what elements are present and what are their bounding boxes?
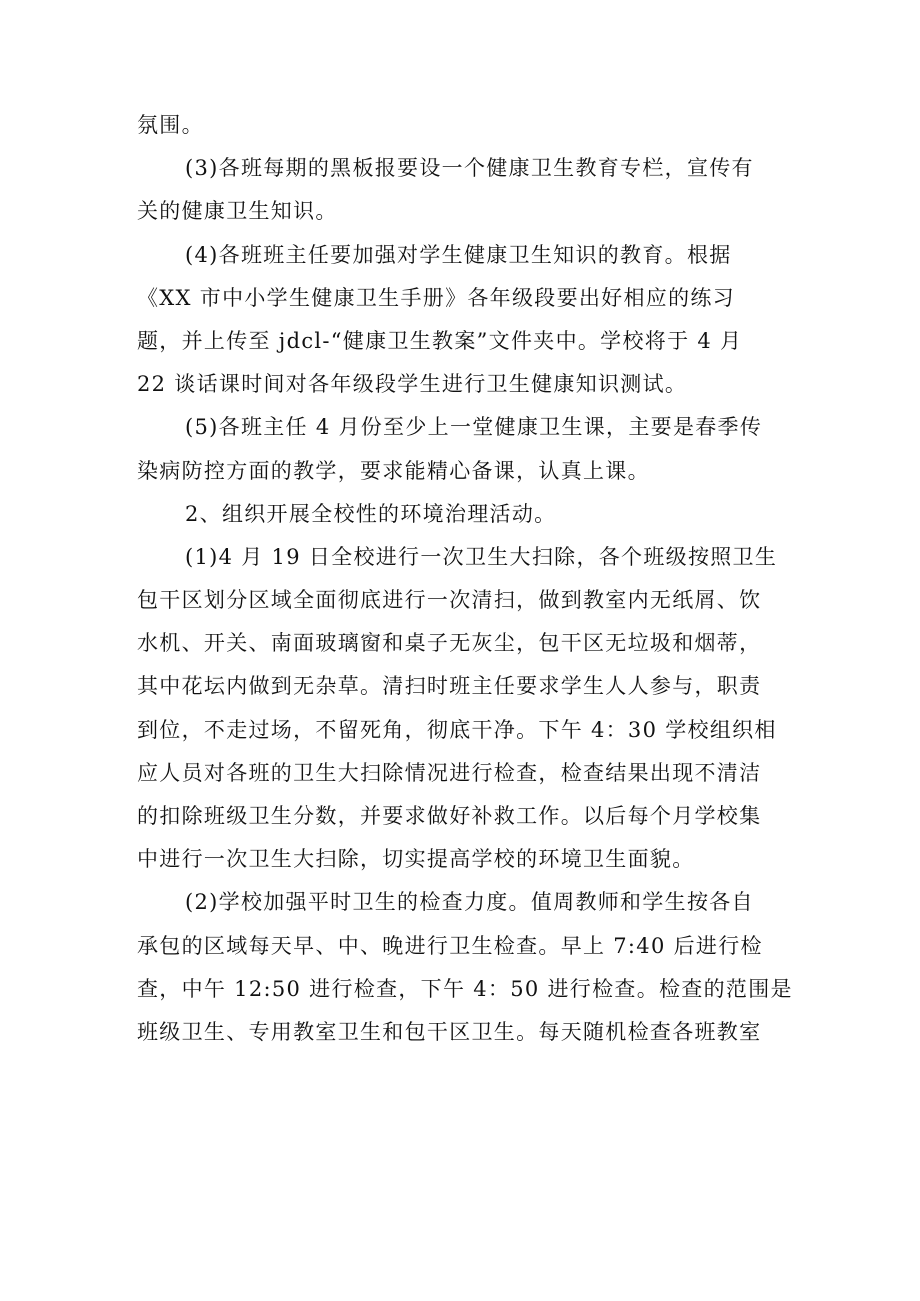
text-line: 染病防控方面的教学，要求能精心备课，认真上课。	[137, 458, 650, 483]
text-line: 包干区划分区域全面彻底进行一次清扫，做到教室内无纸屑、饮	[137, 588, 762, 613]
body-text	[137, 104, 797, 1054]
text-line: 到位，不走过场，不留死角，彻底干净。下午 4：30 学校组织相	[137, 717, 777, 742]
text-line: 的扣除班级卫生分数，并要求做好补救工作。以后每个月学校集	[137, 804, 762, 828]
text-line: 中进行一次卫生大扫除，切实提高学校的环境卫生面貌。	[137, 847, 695, 872]
text-line: (1)4 月 19 日全校进行一次卫生大扫除，各个班级按照卫生	[185, 544, 778, 569]
text-line: 查，中午 12:50 进行检查，下午 4：50 进行检查。检查的范围是	[137, 976, 793, 1001]
text-line: (5)各班主任 4 月份至少上一堂健康卫生课，主要是春季传	[185, 415, 763, 440]
text-line: (2)学校加强平时卫生的检查力度。值周教师和学生按各自	[185, 890, 754, 915]
text-line: 水机、开关、南面玻璃窗和桌子无灰尘，包干区无垃圾和烟蒂，	[137, 631, 762, 656]
text-line: 应人员对各班的卫生大扫除情况进行检查，检查结果出现不清洁	[137, 760, 762, 785]
text-line: 22 谈话课时间对各年级段学生进行卫生健康知识测试。	[137, 372, 688, 397]
text-line: 其中花坛内做到无杂草。清扫时班主任要求学生人人参与，职责	[137, 674, 762, 699]
text-line: (3)各班每期的黑板报要设一个健康卫生教育专栏，宣传有	[185, 156, 754, 181]
text-line: 承包的区域每天早、中、晚进行卫生检查。早上 7:40 后进行检	[137, 933, 763, 958]
text-line: 氛围。	[137, 113, 204, 137]
text-line: 《XX 市中小学生健康卫生手册》各年级段要出好相应的练习	[137, 285, 735, 310]
text-line: 2、组织开展全校性的环境治理活动。	[185, 501, 557, 526]
text-line: 关的健康卫生知识。	[137, 199, 338, 224]
text-line: 题，并上传至 jdcl-“健康卫生教案”文件夹中。学校将于 4 月	[137, 328, 743, 353]
text-line: (4)各班班主任要加强对学生健康卫生知识的教育。根据	[185, 242, 732, 267]
text-line: 班级卫生、专用教室卫生和包干区卫生。每天随机检查各班教室	[137, 1019, 762, 1044]
